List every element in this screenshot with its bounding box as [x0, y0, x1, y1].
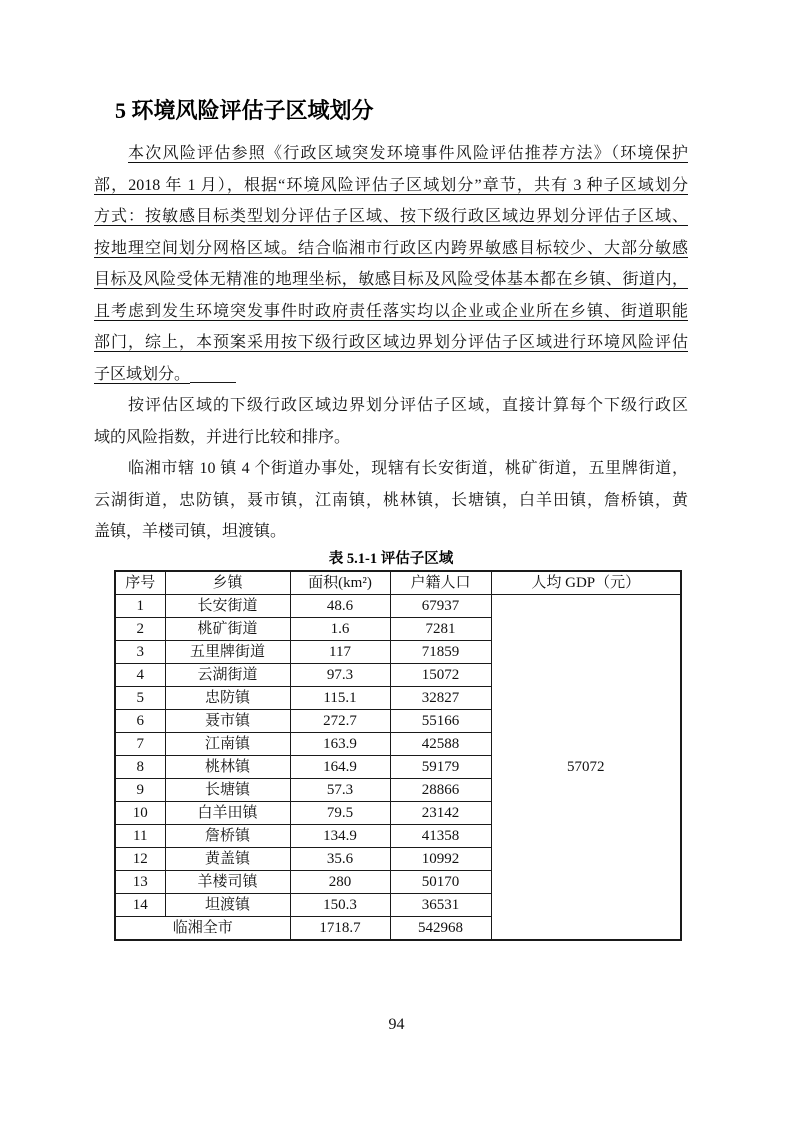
page-content [94, 97, 688, 941]
paragraph-line: 按评估区域的下级行政区域边界划分评估子区域，直接计算每个下级行政区 [128, 397, 688, 414]
cell-pop: 36531 [390, 893, 491, 916]
paragraph-line: 盖镇，羊楼司镇，坦渡镇。 [94, 523, 287, 540]
cell-area: 1.6 [290, 617, 390, 640]
cell-pop: 59179 [390, 755, 491, 778]
assessment-subregion-table [114, 570, 682, 941]
paragraph-townships [94, 453, 688, 548]
cell-town: 坦渡镇 [165, 893, 290, 916]
cell-area: 280 [290, 870, 390, 893]
paragraph-line: 目标及风险受体无精准的地理坐标，敏感目标及风险受体基本都在乡镇、街道内， [94, 271, 688, 288]
cell-town: 黄盖镇 [165, 847, 290, 870]
col-header-no: 序号 [115, 571, 165, 595]
paragraph-line: 子区域划分。 [94, 359, 688, 391]
cell-area: 150.3 [290, 893, 390, 916]
table-row [115, 594, 681, 617]
cell-pop: 55166 [390, 709, 491, 732]
cell-pop: 32827 [390, 686, 491, 709]
cell-town: 聂市镇 [165, 709, 290, 732]
cell-pop: 28866 [390, 778, 491, 801]
cell-area: 57.3 [290, 778, 390, 801]
cell-area: 272.7 [290, 709, 390, 732]
cell-pop: 67937 [390, 594, 491, 617]
cell-town: 云湖街道 [165, 663, 290, 686]
cell-no: 5 [115, 686, 165, 709]
cell-town: 长塘镇 [165, 778, 290, 801]
col-header-area: 面积(km²) [290, 571, 390, 595]
cell-no: 9 [115, 778, 165, 801]
cell-town: 桃矿街道 [165, 617, 290, 640]
cell-pop: 42588 [390, 732, 491, 755]
paragraph-line: 临湘市辖 10 镇 4 个街道办事处，现辖有长安街道，桃矿街道，五里牌街道， [128, 460, 688, 477]
cell-area: 163.9 [290, 732, 390, 755]
col-header-gdp: 人均 GDP（元） [491, 571, 681, 595]
paragraph-line: 域的风险指数，并进行比较和排序。 [94, 428, 351, 446]
cell-no: 8 [115, 755, 165, 778]
paragraph-line: 且考虑到发生环境突发事件时政府责任落实均以企业或企业所在乡镇、街道职能 [94, 302, 688, 320]
cell-no: 1 [115, 594, 165, 617]
cell-total-area: 1718.7 [290, 916, 390, 940]
paragraph-line: 云湖街道，忠防镇，聂市镇，江南镇，桃林镇，长塘镇，白羊田镇，詹桥镇，黄 [94, 491, 688, 509]
table-caption: 表 5.1-1 评估子区域 [328, 550, 454, 567]
cell-pop: 15072 [390, 663, 491, 686]
table-header-row [115, 571, 681, 595]
cell-pop: 50170 [390, 870, 491, 893]
cell-town: 江南镇 [165, 732, 290, 755]
cell-no: 12 [115, 847, 165, 870]
paragraph-line: 方式：按敏感目标类型划分评估子区域、按下级行政区域边界划分评估子区域、 [94, 208, 688, 225]
cell-town: 詹桥镇 [165, 824, 290, 847]
cell-town: 五里牌街道 [165, 640, 290, 663]
paragraph-line: 本次风险评估参照《行政区域突发环境事件风险评估推荐方法》（环境保护 [128, 145, 688, 162]
cell-pop: 7281 [390, 617, 491, 640]
cell-no: 2 [115, 617, 165, 640]
paragraph-line: 按地理空间划分网格区域。结合临湘市行政区内跨界敏感目标较少、大部分敏感 [94, 239, 688, 257]
cell-pop: 71859 [390, 640, 491, 663]
cell-area: 117 [290, 640, 390, 663]
page-number: 94 [388, 1016, 405, 1033]
cell-pop: 41358 [390, 824, 491, 847]
cell-no: 3 [115, 640, 165, 663]
col-header-pop: 户籍人口 [390, 571, 491, 595]
cell-town: 桃林镇 [165, 755, 290, 778]
section-heading: 5 环境风险评估子区域划分 [115, 98, 374, 123]
cell-no: 13 [115, 870, 165, 893]
cell-town: 白羊田镇 [165, 801, 290, 824]
paragraph-line: 部，2018 年 1 月），根据“环境风险评估子区域划分”章节，共有 3 种子区域划分 [94, 176, 688, 194]
paragraph-division-method [94, 390, 688, 453]
cell-area: 48.6 [290, 594, 390, 617]
cell-area: 115.1 [290, 686, 390, 709]
cell-no: 7 [115, 732, 165, 755]
cell-pop: 23142 [390, 801, 491, 824]
cell-no: 6 [115, 709, 165, 732]
cell-town: 忠防镇 [165, 686, 290, 709]
paragraph-line: 部门，综上，本预案采用按下级行政区域边界划分评估子区域进行环境风险评估 [94, 334, 688, 351]
cell-area: 97.3 [290, 663, 390, 686]
cell-total-pop: 542968 [390, 916, 491, 940]
cell-area: 79.5 [290, 801, 390, 824]
cell-pop: 10992 [390, 847, 491, 870]
cell-no: 4 [115, 663, 165, 686]
paragraph-methodology [94, 138, 688, 390]
cell-total-label: 临湘全市 [115, 916, 290, 940]
cell-town: 长安街道 [165, 594, 290, 617]
cell-no: 11 [115, 824, 165, 847]
gdp-merged-cell: 57072 [491, 594, 681, 940]
col-header-town: 乡镇 [165, 571, 290, 595]
cell-area: 35.6 [290, 847, 390, 870]
cell-area: 134.9 [290, 824, 390, 847]
cell-no: 14 [115, 893, 165, 916]
cell-area: 164.9 [290, 755, 390, 778]
cell-no: 10 [115, 801, 165, 824]
cell-town: 羊楼司镇 [165, 870, 290, 893]
